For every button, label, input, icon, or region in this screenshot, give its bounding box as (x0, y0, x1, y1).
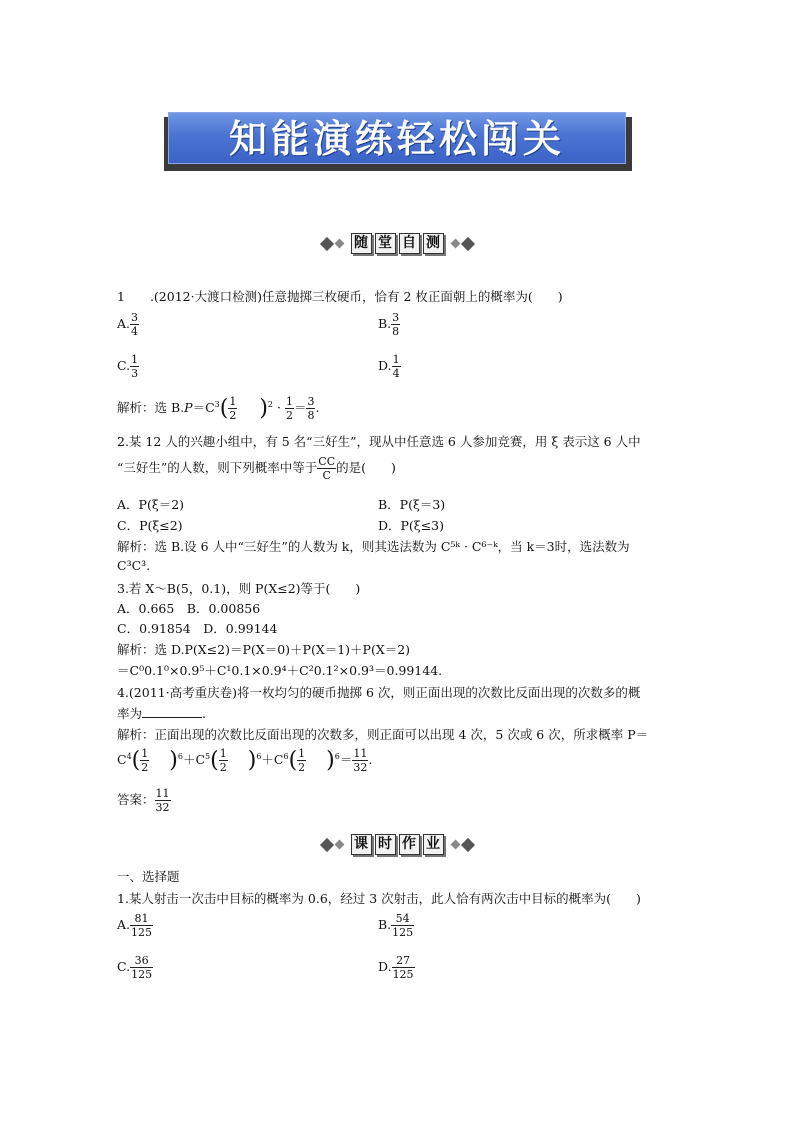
hw-q1-option-c: C. $\frac{36}{125}$ (117, 954, 153, 981)
q2-solution-line2: C³C³. (117, 558, 151, 573)
q4-stem-line1: 4.(2011·高考重庆卷)将一枚均匀的硬币抛掷 6 次，则正面出现的次数比反面出现的次数多的概 (117, 685, 641, 700)
section-char: 课 (351, 834, 372, 855)
q1-option-a: A. $\frac{3}{4}$ (117, 311, 139, 338)
q2-option-d: D．P(ξ≤3) (378, 518, 444, 533)
section-char: 堂 (375, 233, 396, 254)
answer-blank (142, 717, 202, 718)
q3-stem: 3.若 X～B(5，0.1)，则 P(X≤2)等于( ) (117, 581, 361, 596)
section-title (351, 233, 444, 254)
section-char: 随 (351, 233, 372, 254)
section-char: 自 (399, 233, 420, 254)
hw-q1-option-b: B. $\frac{54}{125}$ (378, 912, 414, 939)
diamond-icon (460, 837, 474, 851)
diamond-icon (319, 236, 333, 250)
q1-stem: 1 .(2012·大渡口检测)任意抛掷三枚硬币，恰有 2 枚正面朝上的概率为( ) (117, 289, 563, 304)
q2-option-a: A．P(ξ＝2) (117, 497, 185, 512)
section-title (351, 834, 444, 855)
q4-solution-line1: 解析：正面出现的次数比反面出现的次数多，则正面可以出现 4 次，5 次或 6 次，所求概率 P＝ (117, 727, 649, 742)
section-char: 业 (423, 834, 444, 855)
section-heading-classroom-test (0, 233, 794, 254)
q1-option-c: C. $\frac{1}{3}$ (117, 353, 139, 380)
q4-answer: 答案： $\frac{11}{32}$ (117, 787, 170, 814)
q3-solution-line2: ＝C⁰0.1⁰×0.9⁵＋C¹0.1×0.9⁴＋C²0.1²×0.9³＝0.99144. (117, 663, 443, 678)
section-char: 测 (423, 233, 444, 254)
q1-solution: 解析：选 $B.P=C^3$( $\frac{1}{2}$ )$^2$ · $\frac{1}{2}$ ＝ $\frac{3}{8}$ . (117, 395, 320, 422)
diamond-icon (334, 840, 344, 850)
q4-stem-line2: 率为 . (117, 706, 206, 721)
diamond-icon (460, 236, 474, 250)
q2-option-c: C．P(ξ≤2) (117, 518, 183, 533)
hw-q1-stem: 1.某人射击一次击中目标的概率为 0.6，经过 3 次射击，此人恰有两次击中目标的概率为( ) (117, 891, 641, 906)
q2-solution-line1: 解析：选 B.设 6 人中“三好生”的人数为 k，则其选法数为 C⁵ᵏ · C⁶⁻ᵏ，当 k＝3时，选法数为 (117, 539, 630, 554)
section-char: 时 (375, 834, 396, 855)
q1-option-b: B. $\frac{3}{8}$ (378, 311, 400, 338)
q1-option-d: D. $\frac{1}{4}$ (378, 353, 400, 380)
hw-q1-option-a: A. $\frac{81}{125}$ (117, 912, 153, 939)
q2-stem-line2: “三好生”的人数，则下列概率中等于 $\frac{CC}{C}$ 的是( ) (117, 455, 396, 482)
diamond-icon (450, 239, 460, 249)
q3-options-cd: C．0.91854 D．0.99144 (117, 621, 278, 636)
q3-solution-line1: 解析：选 D.P(X≤2)＝P(X＝0)＋P(X＝1)＋P(X＝2) (117, 642, 411, 657)
section-heading-homework (0, 834, 794, 855)
part-heading: 一、选择题 (117, 869, 180, 884)
hw-q1-option-d: D. $\frac{27}{125}$ (378, 954, 414, 981)
q2-stem-line1: 2.某 12 人的兴趣小组中，有 5 名“三好生”，现从中任意选 6 人参加竞赛，用 ξ 表示这 6 人中 (117, 434, 641, 449)
section-char: 作 (399, 834, 420, 855)
q4-solution-line2: $C^4$( $\frac{1}{2}$ )$^6+C^5$( $\frac{1}{2}$ )$^6+C^6$( $\frac{1}{2}$ )$^6$＝ $\frac{11}{32}$ . (117, 747, 373, 774)
q2-option-b: B．P(ξ＝3) (378, 497, 446, 512)
diamond-icon (319, 837, 333, 851)
q3-options-ab: A．0.665 B．0.00856 (117, 601, 261, 616)
banner-title: 知能演练轻松闯关 (168, 112, 626, 164)
diamond-icon (450, 840, 460, 850)
diamond-icon (334, 239, 344, 249)
